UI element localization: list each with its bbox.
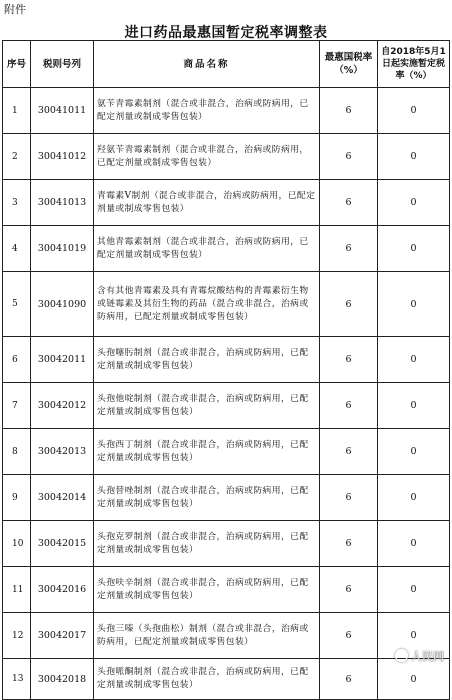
tariff-code: 30042012 bbox=[31, 383, 94, 429]
table-header-row bbox=[3, 41, 450, 88]
row-number: 3 bbox=[3, 180, 31, 226]
provisional-rate: 0 bbox=[378, 383, 450, 429]
product-name: 氨苄青霉素制剂（混合或非混合，治病或防病用，已配定剂量或制成零售包装） bbox=[94, 88, 320, 134]
table-row bbox=[3, 272, 450, 337]
row-number: 11 bbox=[3, 567, 31, 613]
product-name: 头孢他啶制剂（混合或非混合，治病或防病用，已配定剂量或制成零售包装） bbox=[94, 383, 320, 429]
row-number: 6 bbox=[3, 337, 31, 383]
tariff-code: 30042018 bbox=[31, 659, 94, 700]
provisional-rate: 0 bbox=[378, 88, 450, 134]
product-name: 头孢克罗制剂（混合或非混合，治病或防病用，已配定剂量或制成零售包装） bbox=[94, 521, 320, 567]
row-number: 7 bbox=[3, 383, 31, 429]
page-title: 进口药品最惠国暂定税率调整表 bbox=[124, 25, 328, 41]
provisional-rate: 0 bbox=[378, 272, 450, 337]
provisional-rate: 0 bbox=[378, 613, 450, 659]
weibo-icon bbox=[395, 649, 408, 662]
table-row bbox=[3, 226, 450, 272]
row-number: 9 bbox=[3, 475, 31, 521]
provisional-rate: 0 bbox=[378, 337, 450, 383]
product-name: 头孢哌酮制剂（混合或非混合，治病或防病用，已配定剂量或制成零售包装） bbox=[94, 659, 320, 700]
provisional-rate: 0 bbox=[378, 226, 450, 272]
product-name: 其他青霉素制剂（混合或非混合，治病或防病用，已配定剂量或制成零售包装） bbox=[94, 226, 320, 272]
mfn-rate: 6 bbox=[320, 180, 378, 226]
table-row bbox=[3, 180, 450, 226]
table-row bbox=[3, 613, 450, 659]
product-name: 羟氨苄青霉素制剂（混合或非混合，治病或防病用，已配定剂量或制成零售包装） bbox=[94, 134, 320, 180]
product-name: 青霉素V制剂（混合或非混合，治病或防病用，已配定剂量或制成零售包装） bbox=[94, 180, 320, 226]
table-row bbox=[3, 521, 450, 567]
row-number: 4 bbox=[3, 226, 31, 272]
tariff-code: 30042014 bbox=[31, 475, 94, 521]
mfn-rate: 6 bbox=[320, 475, 378, 521]
table-row bbox=[3, 134, 450, 180]
tariff-code: 30041012 bbox=[31, 134, 94, 180]
tariff-code: 30042013 bbox=[31, 429, 94, 475]
tariff-code: 30042017 bbox=[31, 613, 94, 659]
mfn-rate: 6 bbox=[320, 659, 378, 700]
product-name: 头孢噻肟制剂（混合或非混合，治病或防病用，已配定剂量或制成零售包装） bbox=[94, 337, 320, 383]
mfn-rate: 6 bbox=[320, 226, 378, 272]
attachment-label: 附件 bbox=[4, 3, 26, 16]
product-name: 头孢西丁制剂（混合或非混合，治病或防病用，已配定剂量或制成零售包装） bbox=[94, 429, 320, 475]
mfn-rate: 6 bbox=[320, 521, 378, 567]
product-name: 头孢呋辛制剂（混合或非混合，治病或防病用，已配定剂量或制成零售包装） bbox=[94, 567, 320, 613]
provisional-rate: 0 bbox=[378, 521, 450, 567]
mfn-rate: 6 bbox=[320, 567, 378, 613]
row-number: 12 bbox=[3, 613, 31, 659]
mfn-rate: 6 bbox=[320, 429, 378, 475]
tariff-code: 30042016 bbox=[31, 567, 94, 613]
mfn-rate: 6 bbox=[320, 272, 378, 337]
row-number: 1 bbox=[3, 88, 31, 134]
row-number: 2 bbox=[3, 134, 31, 180]
tariff-code: 30042011 bbox=[31, 337, 94, 383]
tariff-code: 30041019 bbox=[31, 226, 94, 272]
tariff-table bbox=[2, 40, 450, 700]
mfn-rate: 6 bbox=[320, 134, 378, 180]
header-name: 商品名称 bbox=[94, 41, 320, 88]
provisional-rate: 0 bbox=[378, 180, 450, 226]
header-new-rate: 自2018年5月1日起实施暂定税率（%） bbox=[378, 41, 450, 88]
provisional-rate: 0 bbox=[378, 134, 450, 180]
table-row bbox=[3, 337, 450, 383]
product-name: 含有其他青霉素及具有青霉烷酸结构的青霉素衍生物或链霉素及其衍生物的药品（混合或非混合，治病或防病用，已配定剂量或制成零售包装） bbox=[94, 272, 320, 337]
table-row bbox=[3, 383, 450, 429]
header-mfn-rate: 最惠国税率（%） bbox=[320, 41, 378, 88]
provisional-rate: 0 bbox=[378, 429, 450, 475]
product-name: 头孢替唑制剂（混合或非混合，治病或防病用，已配定剂量或制成零售包装） bbox=[94, 475, 320, 521]
tariff-code: 30041011 bbox=[31, 88, 94, 134]
table-row bbox=[3, 475, 450, 521]
mfn-rate: 6 bbox=[320, 613, 378, 659]
header-code: 税则号列 bbox=[31, 41, 94, 88]
tariff-code: 30041013 bbox=[31, 180, 94, 226]
row-number: 13 bbox=[3, 659, 31, 700]
mfn-rate: 6 bbox=[320, 383, 378, 429]
row-number: 8 bbox=[3, 429, 31, 475]
watermark-text: 人民网 bbox=[411, 650, 444, 663]
table-row bbox=[3, 88, 450, 134]
provisional-rate: 0 bbox=[378, 659, 450, 700]
tariff-code: 30041090 bbox=[31, 272, 94, 337]
table-row bbox=[3, 429, 450, 475]
provisional-rate: 0 bbox=[378, 475, 450, 521]
watermark bbox=[395, 648, 444, 664]
provisional-rate: 0 bbox=[378, 567, 450, 613]
product-name: 头孢三嗪（头孢曲松）制剂（混合或非混合，治病或防病用，已配定剂量或制成零售包装） bbox=[94, 613, 320, 659]
row-number: 5 bbox=[3, 272, 31, 337]
header-num: 序号 bbox=[3, 41, 31, 88]
mfn-rate: 6 bbox=[320, 337, 378, 383]
table-row bbox=[3, 659, 450, 700]
mfn-rate: 6 bbox=[320, 88, 378, 134]
table-row bbox=[3, 567, 450, 613]
tariff-code: 30042015 bbox=[31, 521, 94, 567]
row-number: 10 bbox=[3, 521, 31, 567]
